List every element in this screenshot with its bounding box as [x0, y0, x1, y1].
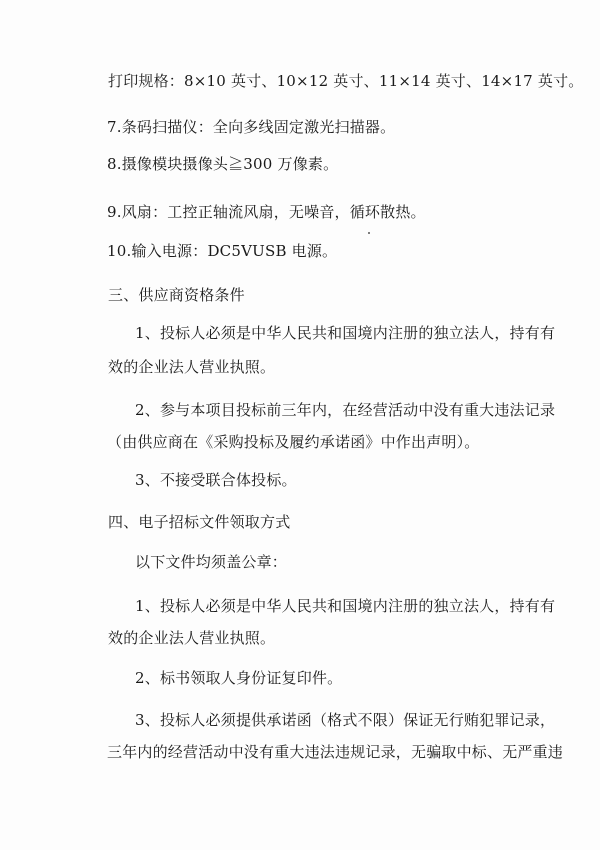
- document-3-line2: 三年内的经营活动中没有重大违法违规记录，无骗取中标、无严重违: [107, 743, 564, 761]
- section3-heading: 三、供应商资格条件: [108, 286, 245, 304]
- qualification-1-line2: 效的企业法人营业执照。: [108, 358, 276, 376]
- camera-spec: 8.摄像模块摄像头≧300 万像素。: [107, 155, 339, 173]
- document-1-line2: 效的企业法人营业执照。: [108, 629, 276, 647]
- fan-spec: 9.风扇：工控正轴流风扇，无噪音，循环散热。: [107, 203, 426, 221]
- section4-intro: 以下文件均须盖公章：: [135, 553, 288, 571]
- power-spec: 10.输入电源：DC5VUSB 电源。: [107, 242, 338, 260]
- qualification-3: 3、不接受联合体投标。: [135, 471, 297, 489]
- document-2: 2、标书领取人身份证复印件。: [135, 669, 343, 687]
- document-1-line1: 1、投标人必须是中华人民共和国境内注册的独立法人，持有有: [135, 597, 556, 615]
- qualification-2-line2: （由供应商在《采购投标及履约承诺函》中作出声明）。: [107, 433, 480, 451]
- qualification-2-line1: 2、参与本项目投标前三年内，在经营活动中没有重大违法记录: [135, 401, 556, 419]
- qualification-1-line1: 1、投标人必须是中华人民共和国境内注册的独立法人，持有有: [135, 324, 556, 342]
- stray-mark: [368, 232, 370, 234]
- document-3-line1: 3、投标人必须提供承诺函（格式不限）保证无行贿犯罪记录，: [135, 711, 556, 729]
- barcode-scanner-spec: 7.条码扫描仪：全向多线固定激光扫描器。: [107, 118, 396, 136]
- section4-heading: 四、电子招标文件领取方式: [108, 513, 291, 531]
- print-size-spec: 打印规格：8×10 英寸、10×12 英寸、11×14 英寸、14×17 英寸。: [108, 72, 584, 90]
